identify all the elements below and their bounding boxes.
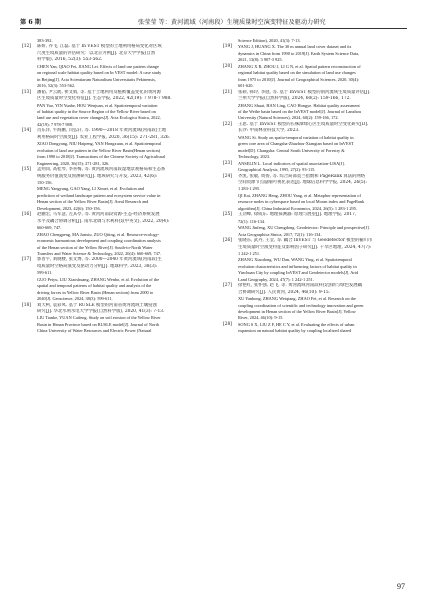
reference-line: 2040[J]. Geoscience, 2024, 38(3): 599-611. <box>37 296 113 302</box>
reference-line: Land Geography, 2024, 47(7): 1 242-1 251. <box>238 276 314 282</box>
reference-line: Science Edition), 2020, 41(3): 7-13. <box>238 38 301 43</box>
reference-number: [25] <box>223 212 232 218</box>
reference-line: 2021, 13(8): 3 907-3 925. <box>238 57 283 63</box>
reference-entry <box>223 212 408 238</box>
reference-entry <box>22 167 207 212</box>
reference-line: YANG J, HUANG X. The 30 m annual land cover dataset and its <box>238 44 352 50</box>
reference-line: GUO Peiyu, LIU Xiaoshuang, ZHANG Wenbo, et al. Evolution of the <box>37 276 160 282</box>
reference-line: economic harmonious development and coupling coordination analysis <box>37 238 161 244</box>
reference-line: in Beijing[J]. Acta Scientiarum Naturalium Universitatis Pekinensis, <box>37 76 156 82</box>
reference-number: [19] <box>223 44 232 50</box>
reference-line: China University of Water Resources and Electric Power (Natural <box>37 328 152 334</box>
reference-line: from 1990 to 2018[J]. Transactions of the Chinese Society of Agricultural <box>37 154 166 160</box>
reference-entry <box>22 257 207 302</box>
reference-line: 2016, 52(3): 553-562. <box>37 83 76 89</box>
reference-line: coupling coordination of scientific and technology innovation and green <box>238 302 364 308</box>
running-title: 张莹莹 等：黄河流域（河南段）生境质量时空演变特征及驱动力研究 <box>138 19 326 26</box>
reference-line: resource nodes in cyberspace based on local Moran index and PageRank <box>238 199 365 205</box>
reference-line: XIAO Dongyang, NIU Haipeng, YAN Hongxuan, et al. Spatiotemporal <box>37 141 162 147</box>
reference-line: land use and vegetation cover changes[J]. Acta Ecologica Sinica, 2022, <box>37 115 161 121</box>
reference-line: 科学版), 2016, 52(3): 553-562. <box>37 57 103 63</box>
reference-entry <box>223 90 408 122</box>
reference-line: ZHANG Shuai, HAN Ling, CAO Hongye. Habitat quality assessment <box>238 102 360 108</box>
reference-line: 徐艳红, 张怀强, 赵飞, 等. 黄河流域河南段科技创新与绿色发展耦 <box>238 283 362 289</box>
reference-number: [16] <box>22 212 31 218</box>
reference-line: SONG S X, LIU Z F, HE C Y, et al. Evaluating the effects of urban <box>238 321 355 327</box>
reference-line: 张硕, 韩玲, 李庭, 等. 基于 InVEST 模型的渭河流域生境质量评估[J]. <box>238 89 371 95</box>
reference-line: Yinchuan City by coupling InVEST and Geodetector models[J]. Arid <box>238 270 359 276</box>
reference-line: regional habitat quality based on the simulation of land use changes <box>238 70 356 76</box>
reference-number: [14] <box>22 128 31 134</box>
reference-number: [17] <box>22 257 31 263</box>
reference-line: 兰州大学学报(自然科学版), 2024, 60(2): 159-166, 172. <box>238 96 351 102</box>
reference-line: Henan section of the Yellow River Basin[J]. Areal Research and <box>37 199 149 205</box>
reference-entry <box>22 90 207 129</box>
reference-line: dynamics in China from 1990 to 2019[J]. Earth System Science Data, <box>238 50 360 56</box>
reference-entry <box>22 212 207 257</box>
reference-number: [28] <box>223 321 232 327</box>
reference-line: 陈妍, 乔飞, 江磊. 基于 In VEST 模型的土地利用格局变化对区域 <box>37 44 162 50</box>
reference-number: [18] <box>22 302 31 308</box>
reference-line: 长沙: 中南林业科技大学, 2023. <box>238 128 300 134</box>
reference-line: 150-156. <box>37 179 53 185</box>
reference-line: CHEN Yan, QIAO Fei, JIANG Lei. Effects of land use pattern change <box>37 63 159 69</box>
reference-number: [15] <box>22 167 31 173</box>
reference-entry <box>223 44 408 63</box>
reference-line: 1 283-1 295. <box>238 186 261 192</box>
reference-entry <box>223 122 408 161</box>
running-header <box>20 14 407 29</box>
reference-line: 齐凯, 张敏, 周扬, 等. 综合局部莫兰指数和 PageRank 算法的网络 <box>238 173 366 179</box>
reference-line: 王劲峰, 徐成东. 地理探测器: 原理与展望[J]. 地理学报, 2017, <box>238 212 357 218</box>
reference-line: development in Henan section of the Yellow River Basin[J]. Yellow <box>238 309 356 315</box>
reference-line: 599-611. <box>37 270 53 276</box>
reference-line: 肖东洋, 牛海鹏, 闫弘轩, 等. 1990—2018 年黄河流域(河南段)土地 <box>37 128 167 134</box>
left-reference-column <box>22 38 207 335</box>
reference-line: 张晓东, 武丹, 王莹, 等. 耦合 InVEST 与 Geodetector 模型的榆川市 <box>238 238 373 244</box>
reference-line: 统服务价值演变及预测研究[J]. 地域研究与开发, 2023, 42(6): <box>37 173 158 179</box>
reference-number: [12] <box>22 44 31 50</box>
reference-line: 刘天柯, 袁彩凤. 基于 RUSLE 模型的河南省黄河流域土壤侵蚀 <box>37 302 157 308</box>
reference-line: prediction of wetland landscape pattern and ecosystem service value in <box>37 192 161 198</box>
reference-number: [26] <box>223 238 232 244</box>
reference-line: River, 2024, 46(10): 9-15. <box>238 315 284 321</box>
reference-line: 王思. 基于 InVEST 模型的长株潭绿心区生境质量时空变化研究[D]. <box>238 121 369 127</box>
reference-line: Engineering, 2020, 36(15): 271-281, 326. <box>37 160 110 166</box>
reference-line: ANSELIN L. Local indicators of spatial association-LISA[J]. <box>238 160 345 166</box>
reference-line: 383-392. <box>37 38 53 43</box>
right-reference-column <box>223 38 408 335</box>
reference-line: 赵鹏宏, 马军慧, 左其亭, 等. 黄河河南段资源-生态-经济系统发展 <box>37 212 160 218</box>
reference-line: ZHANG X R, ZHOU J, LI G N, et al. Spatial pattern reconstruction of <box>238 63 361 69</box>
reference-line: evolution of land use pattern in the Yellow River Basin(Henan section) <box>37 147 161 153</box>
reference-number: [13] <box>22 89 31 95</box>
reference-line: 境质量时空格局演变及驱动力分析[J]. 地球科学, 2023, 38(3): <box>37 263 158 269</box>
reference-line: 1 242-1 251. <box>238 250 261 256</box>
reference-line: Technology, 2023. <box>238 154 271 160</box>
reference-number: [27] <box>223 283 232 289</box>
reference-line: ZHANG Xiaodong, WU Dan, WANG Ying, et al. Spatiotemporal <box>238 257 352 263</box>
reference-line: algorithm[J]. China Industrial Economics, 2024, 26(5): 1 283-1 295. <box>238 205 357 211</box>
reference-entry <box>223 174 408 213</box>
reference-number: [22] <box>223 121 232 127</box>
reference-number: [21] <box>223 89 232 95</box>
reference-line: spatial and temporal patterns of habitat quality and analysis of the <box>37 283 152 289</box>
reference-line: WANG Jinfeng, XU Chengdong. Geodetector: Principle and prospective[J]. <box>238 225 370 231</box>
reference-line: 利用格局时空演变[J]. 农业工程学报, 2020, 36(15): 271-281, 326. <box>37 134 171 140</box>
reference-line: evolution characteristics and influencing factors of habitat quality in <box>238 263 357 269</box>
reference-entry <box>22 44 207 89</box>
reference-line: MENG Yangyang, GAO Yang, LI Ximei, et al. Evolution and <box>37 186 145 192</box>
reference-line: 601-620. <box>238 83 254 89</box>
reference-number: [23] <box>223 160 232 166</box>
reference-line: 研究[J]. 华北水利水电大学学报(自然科学版), 2020, 41(3): 7-13. <box>37 309 165 315</box>
reference-line: University (Natural Sciences), 2024, 60(2): 159-166, 172. <box>238 115 339 121</box>
reference-line: 孟则闵, 高桂琴, 李喜梅, 等. 黄河流域河南段湿地景观格局和生态系 <box>37 167 166 173</box>
reference-line: of the Henan section of the Yellow River[J]. South-to-North Water <box>37 244 153 250</box>
reference-line: Geographical Analysis, 1995, 27(2): 93-115. <box>238 167 316 173</box>
page-number: 97 <box>397 582 405 591</box>
reference-number: [20] <box>223 63 232 69</box>
reference-line: of the Weihe basin based on the InVEST model[J]. Journal of Lanzhou <box>238 108 362 114</box>
reference-entry <box>22 303 207 335</box>
reference-line: LIU Tianke, YUAN Caifeng. Study on soil erosion of the Yellow River <box>37 315 161 321</box>
reference-entry <box>22 128 207 167</box>
reference-entry <box>223 238 408 283</box>
reference-line: Development, 2023, 42(6): 150-156. <box>37 205 101 211</box>
reference-line: WANG Si. Study on spatio-temporal variation of habitat quality in <box>238 134 354 140</box>
reference-entry <box>223 161 408 174</box>
reference-line: PAN Yao, YIN Yunhe, HOU Wenjuan, et al. Spatiotemporal variation <box>37 102 158 108</box>
reference-entry <box>223 283 408 322</box>
reference-line: 郭普宇, 刘晓楼, 张文博, 等. 2000—2040 年黄河流域(河南段)生 <box>37 257 162 263</box>
reference-line: Basin in Henan Province based on RUSLE model[J]. Journal of North <box>37 321 159 327</box>
reference-line: 生境质量时空演变特征及影响因子研究[J]. 干旱区地理, 2024, 47(7): <box>238 244 372 250</box>
issue-label: 第 6 期 <box>20 19 41 26</box>
reference-line: 尺度生境质量的评估研究：以北京为例[J]. 北京大学学报(自然 <box>37 50 156 56</box>
reference-line: ZHAO Chengpeng, MA Junxiu, ZUO Qiting, et al. Resource-ecology- <box>37 231 160 237</box>
reference-line: from 1975 to 2010[J]. Journal of Geographical Sciences, 2020, 30(4): <box>238 76 360 82</box>
reference-entry <box>223 322 408 335</box>
reference-line: 空间资源节点隐喻可视化表达[J]. 地球信息科学学报, 2024, 26(5): <box>238 179 367 185</box>
reference-line: 水平及耦合协调分析[J]. 南水北调与水利科技(中英文), 2022, 20(4): <box>37 218 170 224</box>
reference-line: QI Kai, ZHANG Heng, ZHOU Yang, et al. Metaphor representation of <box>238 192 361 198</box>
reference-number: [24] <box>223 173 232 179</box>
reference-line: expansion on natural habitat quality by coupling localized shared <box>238 328 352 334</box>
reference-entry <box>223 64 408 90</box>
reference-line: 合协调研究[J]. 人民黄河, 2024, 46(10): 9-15. <box>238 289 330 295</box>
reference-line: Acta Geographica Sinica, 2017, 72(1): 116-134. <box>238 231 322 237</box>
reference-line: of habitat quality in the Source Region of the Yellow River based on <box>37 108 156 114</box>
reference-line: Transfers and Water Science & Technology, 2022, 20(4): 660-669, 747. <box>37 250 162 256</box>
reference-line: XU Yanhong, ZHANG Weiqiang, ZHAO Fei, et al. Research on the <box>238 296 356 302</box>
reference-line: 72(1): 116-134. <box>238 218 266 224</box>
reference-line: 660-669, 747. <box>37 225 62 231</box>
reference-line: model[D]. Changsha: Central South University of Forestry & <box>238 147 345 153</box>
reference-line: 潘韬, 尹云鹤, 侯文娟, 等. 基于土地利用及植被覆盖变化的黄河源 <box>37 89 161 95</box>
reference-line: on regional scale habitat quality based on In VEST model: A case study <box>37 70 162 76</box>
reference-line: green core area of Changsha-Zhuzhou-Xiangtan based on InVEST <box>238 141 354 147</box>
reference-line: 42(19): 7 978-7 988. <box>37 121 73 127</box>
reference-line: 区生境质量时空变化特征[J]. 生态学报, 2022, 42(19): 7 978-7 988. <box>37 96 172 102</box>
reference-line: driving forces in Yellow River Basin (Henan section) from 2000 to <box>37 289 154 295</box>
